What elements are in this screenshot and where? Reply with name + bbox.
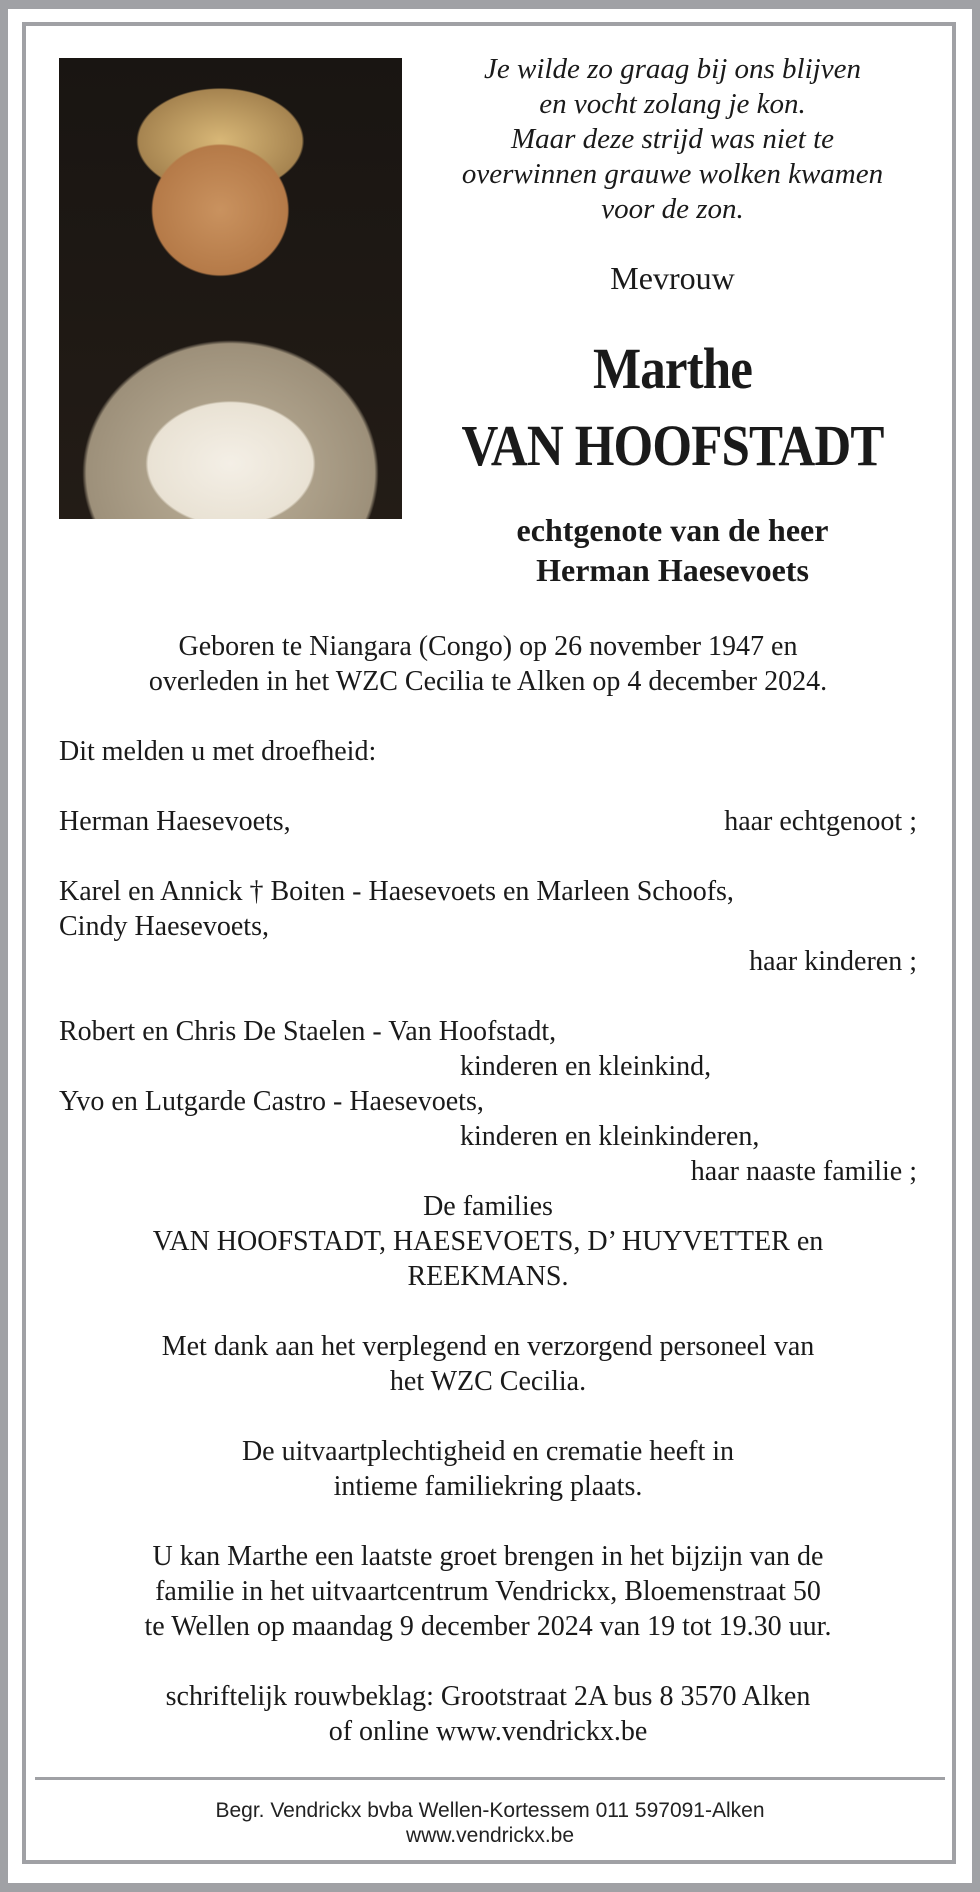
first-name: Marthe	[592, 336, 753, 401]
portrait-photo	[59, 58, 402, 519]
announce: Dit melden u met droefheid:	[59, 736, 377, 767]
thanks-line: het WZC Cecilia.	[389, 1366, 587, 1397]
families-line: De families	[423, 1191, 553, 1222]
condolence-line: schriftelijk rouwbeklag: Grootstraat 2A bus 8 3570 Alken	[165, 1681, 811, 1712]
footer-url: www.vendrickx.be	[405, 1824, 575, 1847]
birth-line: Geboren te Niangara (Congo) op 26 november 1947 en	[178, 631, 798, 662]
families-line: VAN HOOFSTADT, HAESEVOETS, D’ HUYVETTER en	[152, 1226, 824, 1257]
visit-line: te Wellen op maandag 9 december 2024 van 19 tot 19.30 uur.	[144, 1611, 832, 1642]
family-line: Yvo en Lutgarde Castro - Haesevoets,	[59, 1086, 484, 1117]
thanks-line: Met dank aan het verplegend en verzorgend personeel van	[161, 1331, 815, 1362]
poem-line: en vocht zolang je kon.	[539, 88, 806, 120]
footer-line: Begr. Vendrickx bvba Wellen-Kortessem 011 597091-Alken	[215, 1799, 765, 1822]
families-line: REEKMANS.	[407, 1261, 569, 1292]
children-relation: haar kinderen ;	[749, 946, 917, 977]
husband-relation: haar echtgenoot ;	[724, 806, 917, 837]
poem-line: overwinnen grauwe wolken kwamen	[461, 158, 884, 190]
poem-line: Je wilde zo graag bij ons blijven	[484, 53, 861, 85]
spouse	[420, 510, 925, 590]
family-relation: kinderen en kleinkind,	[460, 1051, 712, 1082]
obituary-body	[59, 629, 917, 1749]
footer-divider	[35, 1777, 945, 1780]
poem-line: voor de zon.	[601, 193, 744, 225]
visit-line: familie in het uitvaartcentrum Vendrickx, Bloemenstraat 50	[155, 1576, 821, 1607]
title: Mevrouw	[610, 260, 735, 296]
husband-name: Herman Haesevoets,	[59, 806, 291, 837]
spouse-line: Herman Haesevoets	[536, 552, 809, 588]
ceremony-line: De uitvaartplechtigheid en crematie heeft in	[241, 1436, 735, 1467]
poem-line: Maar deze strijd was niet te	[510, 123, 834, 155]
family-line: Robert en Chris De Staelen - Van Hoofstadt,	[59, 1016, 557, 1047]
children-line: Karel en Annick † Boiten - Haesevoets en Marleen Schoofs,	[59, 876, 734, 907]
family-relation: haar naaste familie ;	[690, 1156, 917, 1187]
last-name: VAN HOOFSTADT	[461, 413, 884, 478]
condolence-line: of online www.vendrickx.be	[328, 1716, 648, 1747]
footer	[0, 1798, 980, 1848]
husband-line	[59, 804, 917, 839]
birth-line: overleden in het WZC Cecilia te Alken op 4 december 2024.	[148, 666, 828, 697]
visit-line: U kan Marthe een laatste groet brengen in het bijzijn van de	[152, 1541, 824, 1572]
poem	[420, 52, 925, 227]
spouse-line: echtgenote van de heer	[516, 512, 829, 548]
ceremony-line: intieme familiekring plaats.	[333, 1471, 643, 1502]
children-line: Cindy Haesevoets,	[59, 911, 269, 942]
family-relation: kinderen en kleinkinderen,	[460, 1121, 760, 1152]
